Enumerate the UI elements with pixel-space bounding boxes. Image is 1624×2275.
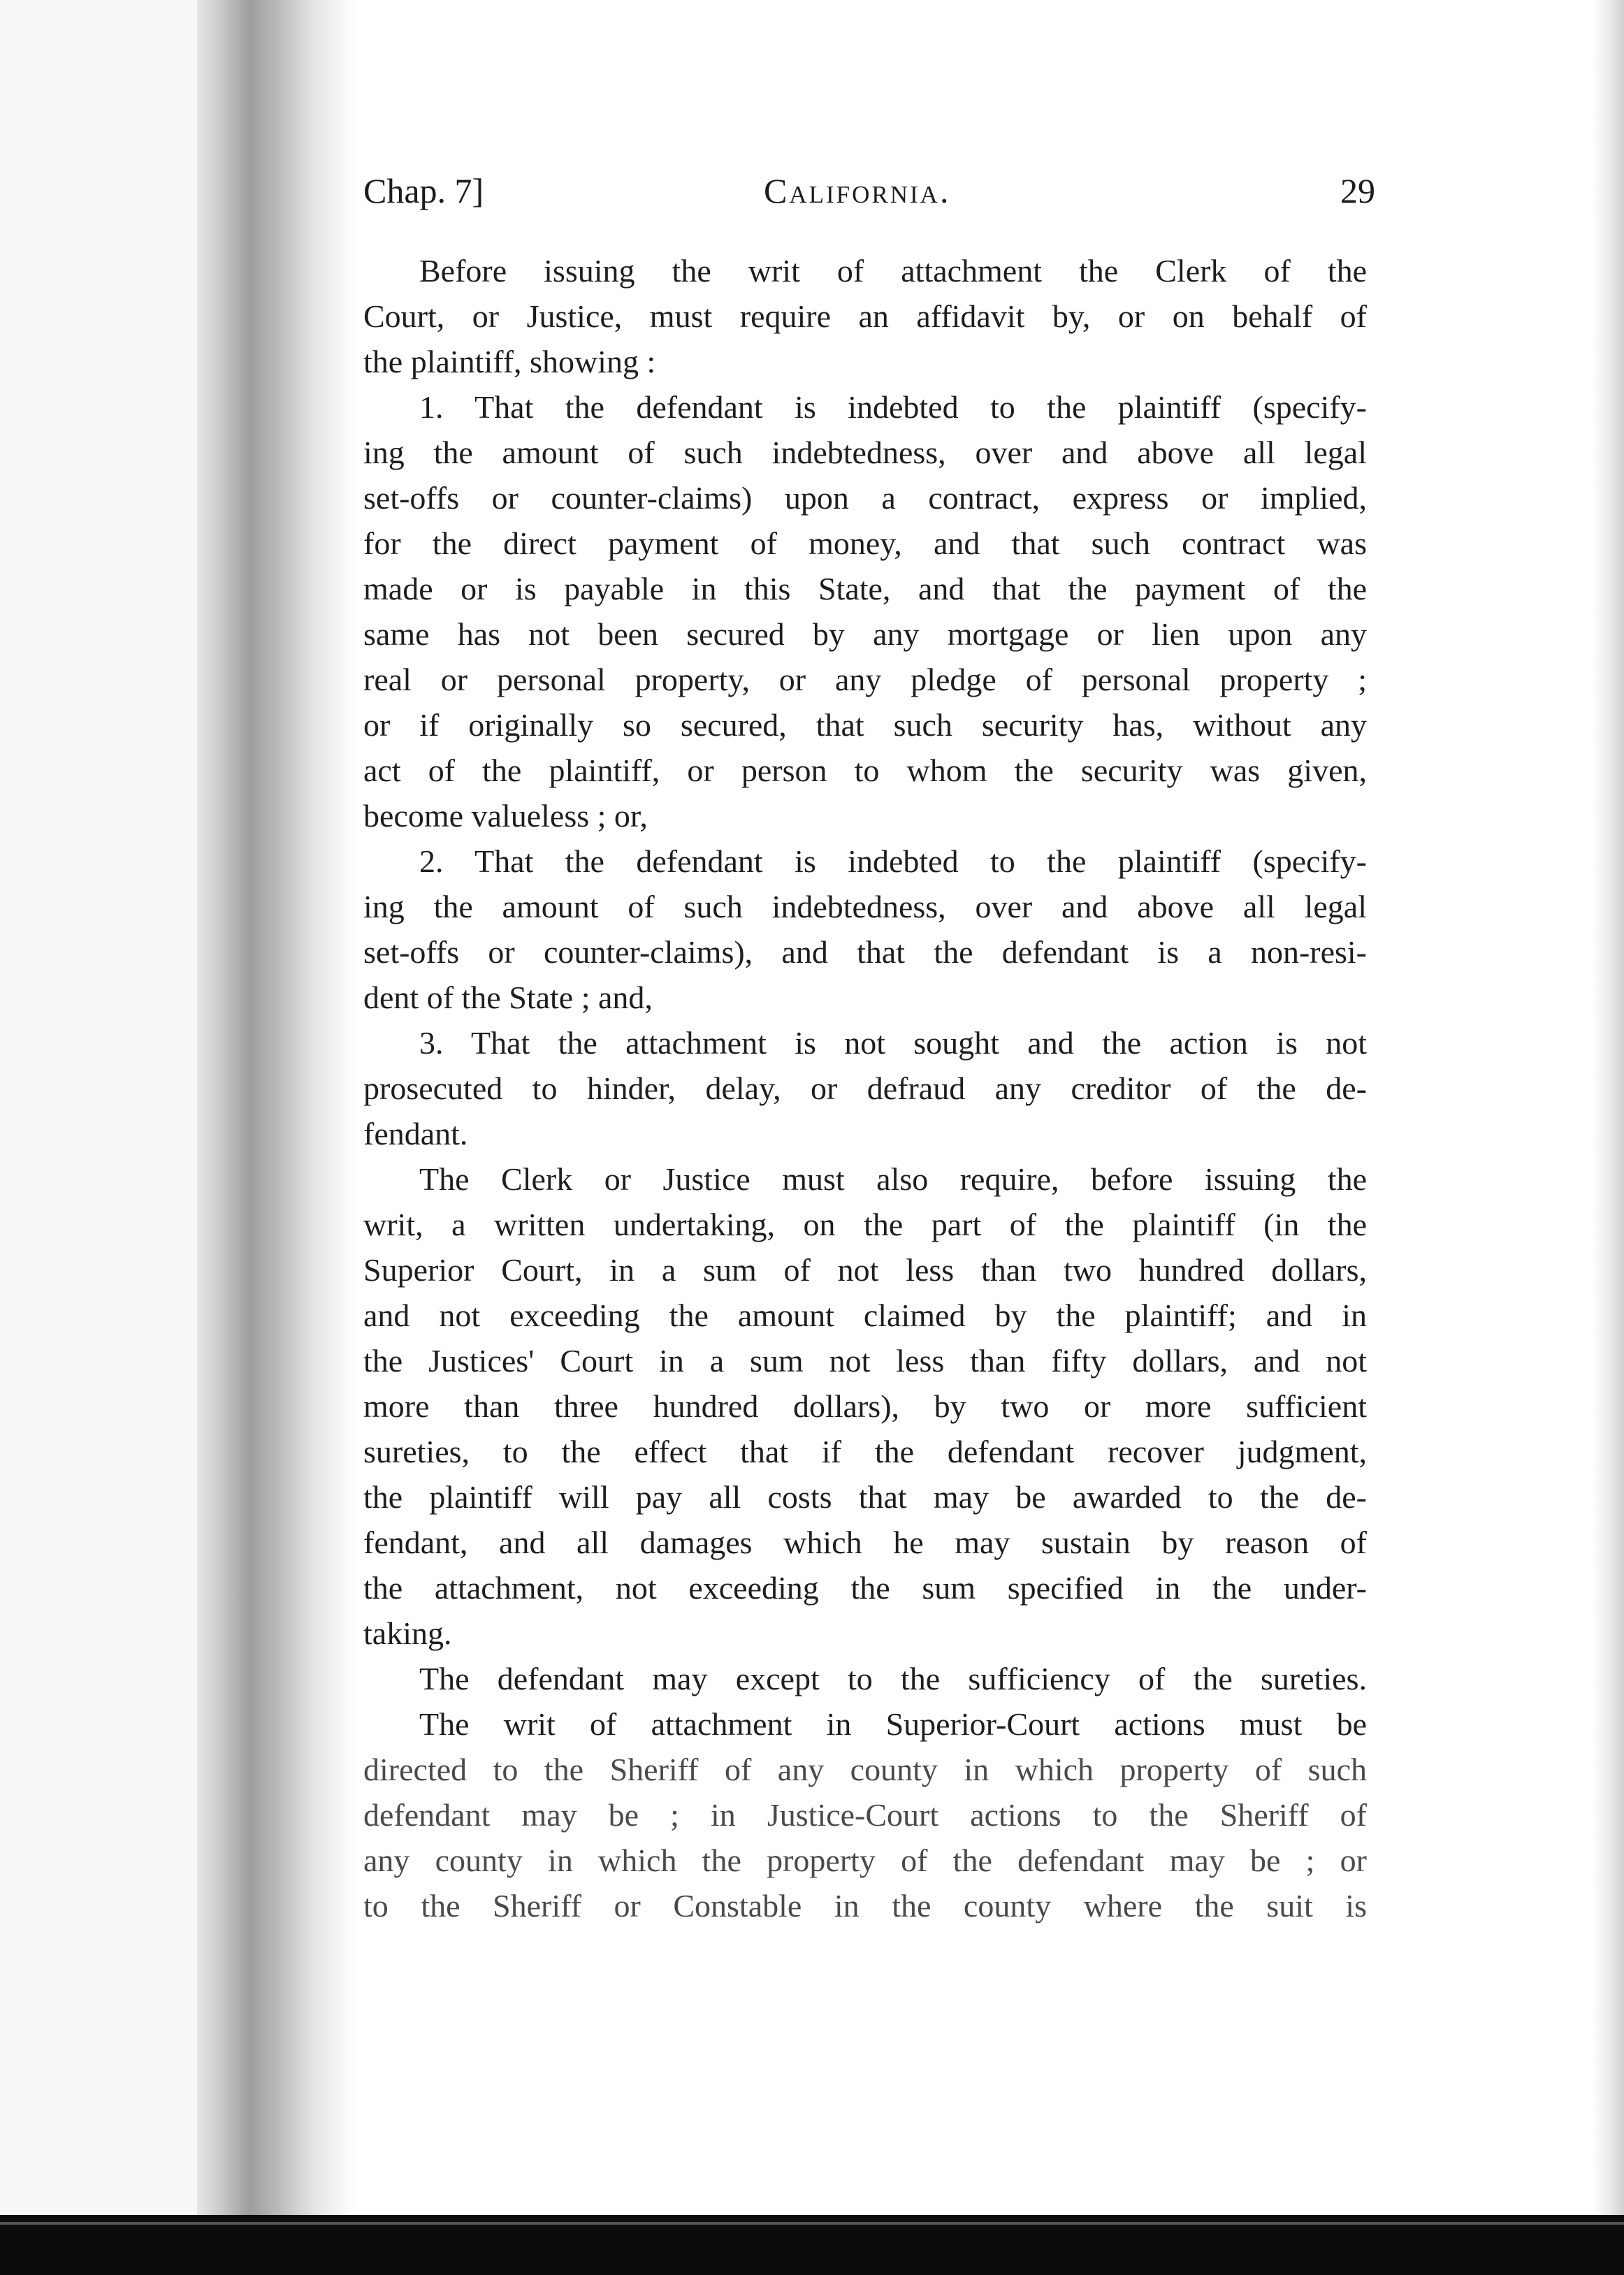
page-edge-shadow (1592, 0, 1624, 2222)
text-line: directed to the Sheriff of any county in which property of such (363, 1752, 1367, 1787)
book-gutter-shadow (197, 0, 358, 2222)
left-facing-page (0, 0, 210, 2222)
text-line: ing the amount of such indebtedness, over and above all legal (363, 435, 1367, 470)
running-head-title: California. (764, 171, 951, 210)
text-line: writ, a written undertaking, on the part of the plaintiff (in the (363, 1207, 1367, 1242)
text-line: Before issuing the writ of attachment the Clerk of the (419, 253, 1367, 289)
text-line: and not exceeding the amount claimed by the plaintiff; and in (363, 1298, 1367, 1333)
text-line: act of the plaintiff, or person to whom the security was given, (363, 753, 1367, 788)
text-line: Superior Court, in a sum of not less than two hundred dollars, (363, 1252, 1367, 1288)
scan-bottom-border (0, 2215, 1624, 2275)
text-line: the plaintiff, showing : (363, 344, 656, 379)
text-line: defendant may be ; in Justice-Court actions to the Sheriff of (363, 1797, 1367, 1833)
page-number: 29 (1340, 171, 1375, 210)
text-line: same has not been secured by any mortgage or lien upon any (363, 616, 1367, 652)
text-line: prosecuted to hinder, delay, or defraud any creditor of the de- (363, 1070, 1367, 1106)
text-line: The defendant may except to the sufficiency of the sureties. (419, 1661, 1367, 1696)
scan-edge-line (0, 2222, 1624, 2225)
text-line: The Clerk or Justice must also require, before issuing the (419, 1161, 1367, 1197)
text-line: Court, or Justice, must require an affidavit by, or on behalf of (363, 298, 1367, 334)
text-line: or if originally so secured, that such security has, without any (363, 707, 1367, 743)
text-line: for the direct payment of money, and that such contract was (363, 525, 1367, 561)
text-line: fendant. (363, 1116, 468, 1151)
text-line: sureties, to the effect that if the defendant recover judgment, (363, 1434, 1367, 1469)
text-line: the plaintiff will pay all costs that may be awarded to the de- (363, 1479, 1367, 1515)
text-line: 2. That the defendant is indebted to the plaintiff (specify- (419, 843, 1367, 879)
text-line: 1. That the defendant is indebted to the plaintiff (specify- (419, 389, 1367, 425)
text-line: 3. That the attachment is not sought and the action is not (419, 1025, 1367, 1061)
text-line: made or is payable in this State, and that the payment of the (363, 571, 1367, 606)
text-line: real or personal property, or any pledge of personal property ; (363, 662, 1367, 697)
text-line: The writ of attachment in Superior-Court actions must be (419, 1706, 1367, 1742)
text-line: ing the amount of such indebtedness, over and above all legal (363, 889, 1367, 924)
text-line: taking. (363, 1615, 452, 1651)
text-line: set-offs or counter-claims) upon a contract, express or implied, (363, 480, 1367, 516)
text-line: dent of the State ; and, (363, 980, 653, 1015)
text-line: become valueless ; or, (363, 798, 648, 834)
text-line: to the Sheriff or Constable in the county where the suit is (363, 1888, 1367, 1924)
text-line: more than three hundred dollars), by two or more sufficient (363, 1388, 1367, 1424)
text-line: the attachment, not exceeding the sum specified in the under- (363, 1570, 1367, 1606)
text-line: set-offs or counter-claims), and that the defendant is a non-resi- (363, 934, 1367, 970)
text-line: any county in which the property of the defendant may be ; or (363, 1842, 1367, 1878)
running-head-chapter: Chap. 7] (363, 171, 484, 210)
text-line: fendant, and all damages which he may sustain by reason of (363, 1525, 1367, 1560)
text-line: the Justices' Court in a sum not less than fifty dollars, and not (363, 1343, 1367, 1379)
